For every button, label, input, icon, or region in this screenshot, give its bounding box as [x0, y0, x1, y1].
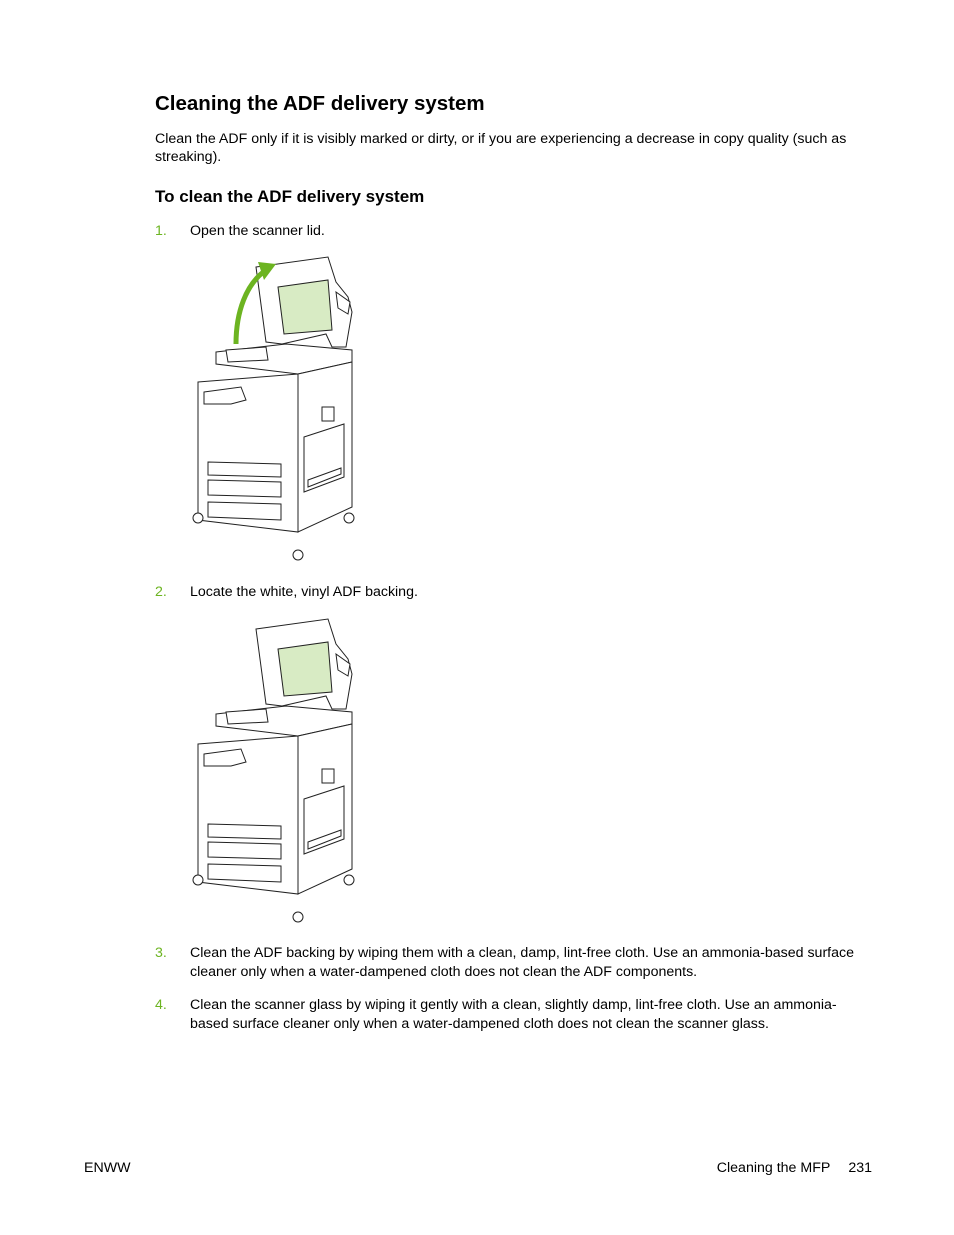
procedure-heading: To clean the ADF delivery system [155, 187, 425, 206]
page-number: 231 [848, 1160, 872, 1176]
footer-section: Cleaning the MFP [716, 1160, 831, 1176]
step-text: Open the scanner lid. [190, 223, 325, 239]
footer-left-label: ENWW [84, 1160, 131, 1176]
step-number: 1. [155, 223, 167, 239]
intro-paragraph: Clean the ADF only if it is visibly marked or dirty, or if you are experiencing a decrease in copy quality (such as streaking). [155, 131, 847, 165]
footer-right [717, 1160, 872, 1176]
step-text: Clean the scanner glass by wiping it gently with a clean, slightly damp, lint-free cloth. Use an ammonia-based surface cleaner only when a water-dampened cloth does not clean the scanner glass. [190, 997, 837, 1032]
step-number: 3. [155, 945, 167, 961]
step-text: Clean the ADF backing by wiping them with a clean, damp, lint-free cloth. Use an ammonia-based surface cleaner only when a water-dampened cloth does not clean the ADF components. [190, 945, 854, 980]
step-number: 4. [155, 997, 167, 1013]
printer-adf-backing-illustration [186, 614, 361, 929]
step-text: Locate the white, vinyl ADF backing. [190, 584, 418, 600]
step-number: 2. [155, 584, 167, 600]
page-title: Cleaning the ADF delivery system [155, 92, 485, 115]
printer-lid-open-illustration [186, 252, 361, 567]
